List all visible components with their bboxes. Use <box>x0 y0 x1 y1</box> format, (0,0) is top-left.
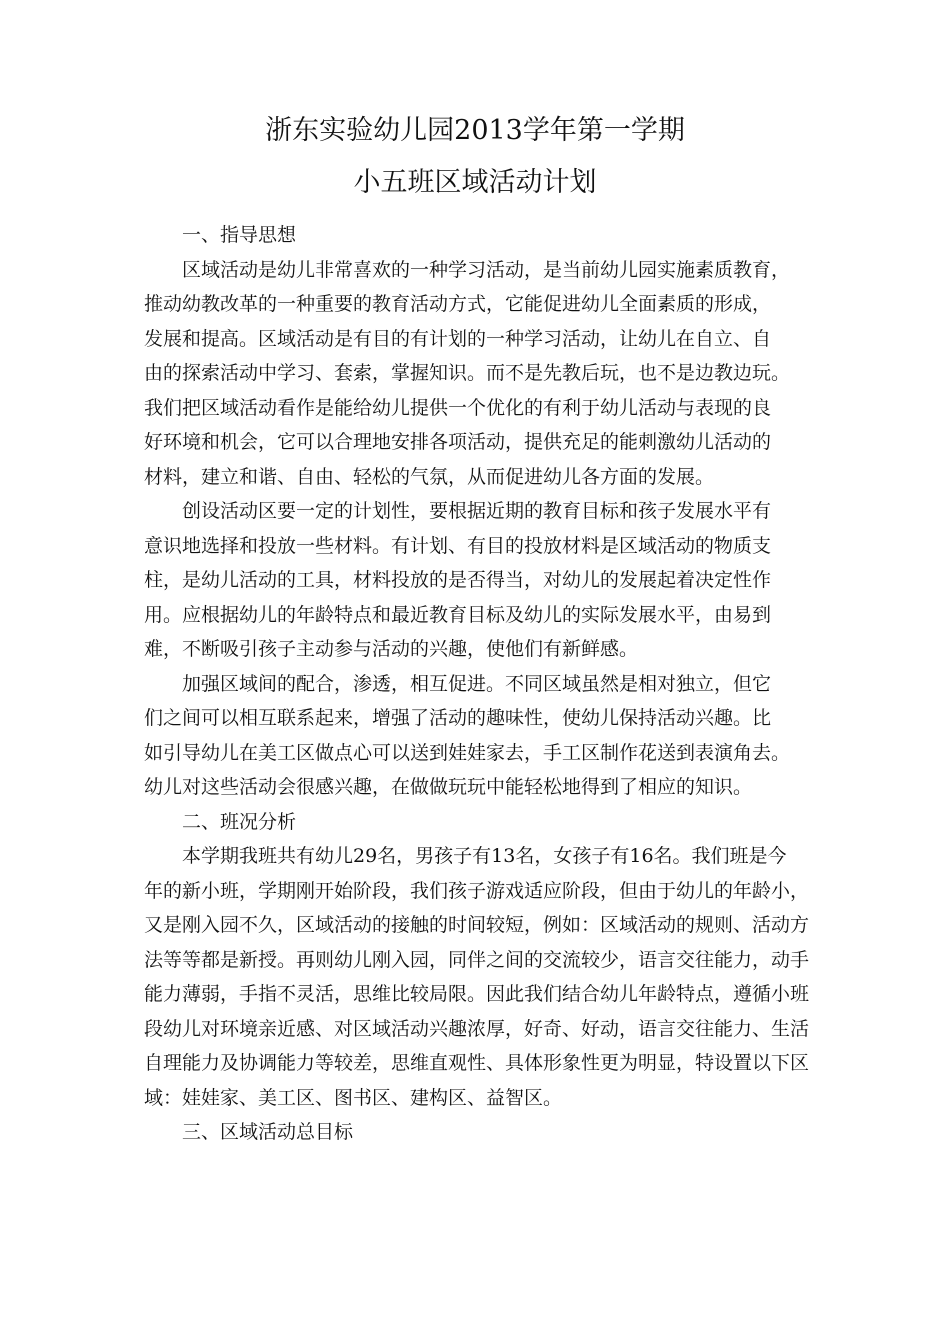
paragraph-line: 又是刚入园不久，区域活动的接触的时间较短，例如：区域活动的规则、活动方 <box>144 914 810 936</box>
paragraph-class-analysis <box>144 839 810 1115</box>
paragraph-line: 段幼儿对环境亲近感、对区域活动兴趣浓厚，好奇、好动，语言交往能力、生活 <box>144 1017 810 1040</box>
paragraph-line: 法等等都是新授。再则幼儿刚入园，同伴之间的交流较少，语言交往能力，动手 <box>144 948 810 971</box>
paragraph-line: 柱，是幼儿活动的工具，材料投放的是否得当，对幼儿的发展起着决定性作 <box>144 569 772 591</box>
paragraph-line: 本学期我班共有幼儿29名，男孩子有13名，女孩子有16名。我们班是今 <box>182 845 787 867</box>
paragraph-line: 材料，建立和谐、自由、轻松的气氛，从而促进幼儿各方面的发展。 <box>144 465 715 488</box>
paragraph-line: 创设活动区要一定的计划性，要根据近期的教育目标和孩子发展水平有 <box>182 500 772 522</box>
paragraph-guiding-2 <box>144 494 810 667</box>
document-body <box>144 218 810 1150</box>
paragraph-line: 能力薄弱，手指不灵活，思维比较局限。因此我们结合幼儿年龄特点，遵循小班 <box>144 983 810 1005</box>
section-heading-class-analysis: 二、班况分析 <box>182 810 297 833</box>
section-heading-overall-goals: 三、区域活动总目标 <box>182 1121 354 1143</box>
paragraph-line: 推动幼教改革的一种重要的教育活动方式，它能促进幼儿全面素质的形成， <box>144 293 772 315</box>
paragraph-line: 难，不断吸引孩子主动参与活动的兴趣，使他们有新鲜感。 <box>144 638 639 660</box>
paragraph-line: 域：娃娃家、美工区、图书区、建构区、益智区。 <box>144 1086 563 1109</box>
section-heading-guiding-thought: 一、指导思想 <box>182 224 297 246</box>
document-title-line1: 浙东实验幼儿园2013学年第一学期 <box>265 115 685 146</box>
paragraph-line: 区域活动是幼儿非常喜欢的一种学习活动，是当前幼儿园实施素质教育， <box>182 258 791 281</box>
paragraph-guiding-1 <box>144 253 810 495</box>
document-title-line2: 小五班区域活动计划 <box>353 167 597 198</box>
paragraph-line: 由的探索活动中学习、套索，掌握知识。而不是先教后玩，也不是边教边玩。 <box>144 362 791 384</box>
paragraph-line: 意识地选择和投放一些材料。有计划、有目的投放材料是区域活动的物质支 <box>144 534 772 557</box>
paragraph-line: 用。应根据幼儿的年龄特点和最近教育目标及幼儿的实际发展水平，由易到 <box>144 603 772 626</box>
paragraph-line: 如引导幼儿在美工区做点心可以送到娃娃家去，手工区制作花送到表演角去。 <box>144 741 791 764</box>
paragraph-line: 我们把区域活动看作是能给幼儿提供一个优化的有利于幼儿活动与表现的良 <box>144 396 772 419</box>
paragraph-line: 加强区域间的配合，渗透，相互促进。不同区域虽然是相对独立，但它 <box>182 672 772 695</box>
paragraph-line: 年的新小班，学期刚开始阶段，我们孩子游戏适应阶段，但由于幼儿的年龄小， <box>144 879 810 902</box>
paragraph-line: 幼儿对这些活动会很感兴趣，在做做玩玩中能轻松地得到了相应的知识。 <box>144 776 753 798</box>
paragraph-guiding-3 <box>144 667 810 805</box>
paragraph-line: 好环境和机会，它可以合理地安排各项活动，提供充足的能刺激幼儿活动的 <box>144 431 772 453</box>
paragraph-line: 自理能力及协调能力等较差，思维直观性、具体形象性更为明显，特设置以下区 <box>144 1052 810 1074</box>
paragraph-line: 发展和提高。区域活动是有目的有计划的一种学习活动，让幼儿在自立、自 <box>144 327 772 350</box>
paragraph-line: 们之间可以相互联系起来，增强了活动的趣味性，使幼儿保持活动兴趣。比 <box>144 707 772 729</box>
